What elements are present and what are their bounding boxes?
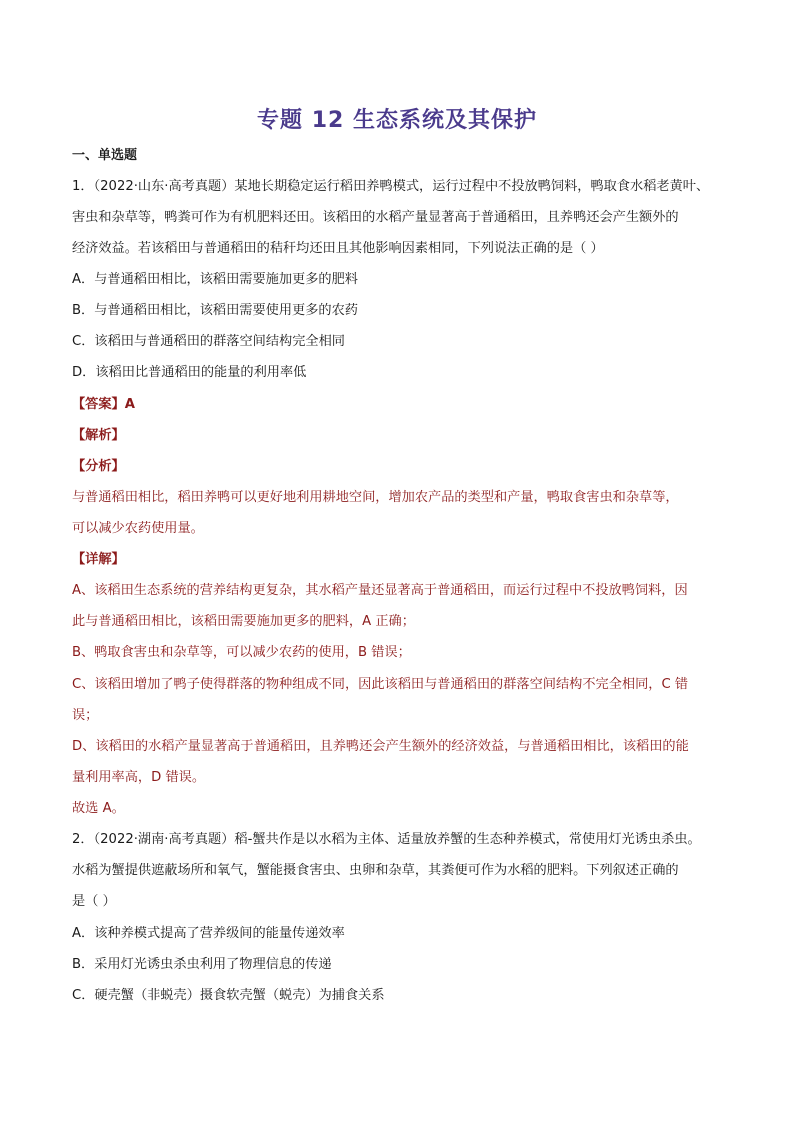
q1-detail-line-2: 此与普通稻田相比，该稻田需要施加更多的肥料，A 正确； [72,614,415,629]
q1-option-a: A．与普通稻田相比，该稻田需要施加更多的肥料 [72,272,358,287]
q1-detail-line-4: C、该稻田增加了鸭子使得群落的物种组成不同，因此该稻田与普通稻田的群落空间结构不完全相同，C 错 [72,677,689,692]
section-heading: 一、单选题 [72,148,138,163]
q2-option-a: A．该种养模式提高了营养级间的能量传递效率 [72,926,345,941]
q1-option-c: C．该稻田与普通稻田的群落空间结构完全相同 [72,334,345,349]
q1-stem-line-2: 害虫和杂草等，鸭粪可作为有机肥料还田。该稻田的水稻产量显著高于普通稻田，且养鸭还会产生额外的 [72,210,679,225]
q1-detail-line-7: 量利用率高，D 错误。 [72,770,206,785]
page-title: 专题 12 生态系统及其保护 [257,108,537,133]
q2-stem-line-3: 是（ ） [72,894,116,909]
q2-option-c: C．硬壳蟹（非蜕壳）摄食软壳蟹（蜕壳）为捕食关系 [72,988,385,1003]
q1-answer-label: 【答案】A [72,397,135,412]
q1-analysis-label: 【解析】 [72,428,125,443]
q1-conclusion: 故选 A。 [72,801,125,816]
q2-stem-line-2: 水稻为蟹提供遮蔽场所和氧气，蟹能摄食害虫、虫卵和杂草，其粪便可作为水稻的肥料。下列叙述正确的 [72,863,679,878]
q1-detail-line-1: A、该稻田生态系统的营养结构更复杂，其水稻产量还显著高于普通稻田，而运行过程中不投放鸭饲料，因 [72,583,688,598]
q1-detail-line-3: B、鸭取食害虫和杂草等，可以减少农药的使用，B 错误； [72,645,411,660]
q1-fenxi-line-2: 可以减少农药使用量。 [72,521,204,536]
q1-option-d: D．该稻田比普通稻田的能量的利用率低 [72,365,307,380]
q1-stem-line-1: 1．（2022·山东·高考真题）某地长期稳定运行稻田养鸭模式，运行过程中不投放鸭饲料，鸭取食水稻老黄叶、 [72,179,710,194]
q1-detail-line-5: 误； [72,708,99,723]
q1-detail-label: 【详解】 [72,552,125,567]
q1-fenxi-line-1: 与普通稻田相比，稻田养鸭可以更好地利用耕地空间，增加农产品的类型和产量，鸭取食害虫和杂草等， [72,490,679,505]
q2-stem-line-1: 2．（2022·湖南·高考真题）稻-蟹共作是以水稻为主体、适量放养蟹的生态种养模式，常使用灯光诱虫杀虫。 [72,832,701,847]
q1-option-b: B．与普通稻田相比，该稻田需要使用更多的农药 [72,303,358,318]
q1-detail-line-6: D、该稻田的水稻产量显著高于普通稻田，且养鸭还会产生额外的经济效益，与普通稻田相比，该稻田的能 [72,739,689,754]
q1-fenxi-label: 【分析】 [72,459,125,474]
q1-stem-line-3: 经济效益。若该稻田与普通稻田的秸秆均还田且其他影响因素相同，下列说法正确的是（ ） [72,241,604,256]
q2-option-b: B．采用灯光诱虫杀虫利用了物理信息的传递 [72,957,332,972]
